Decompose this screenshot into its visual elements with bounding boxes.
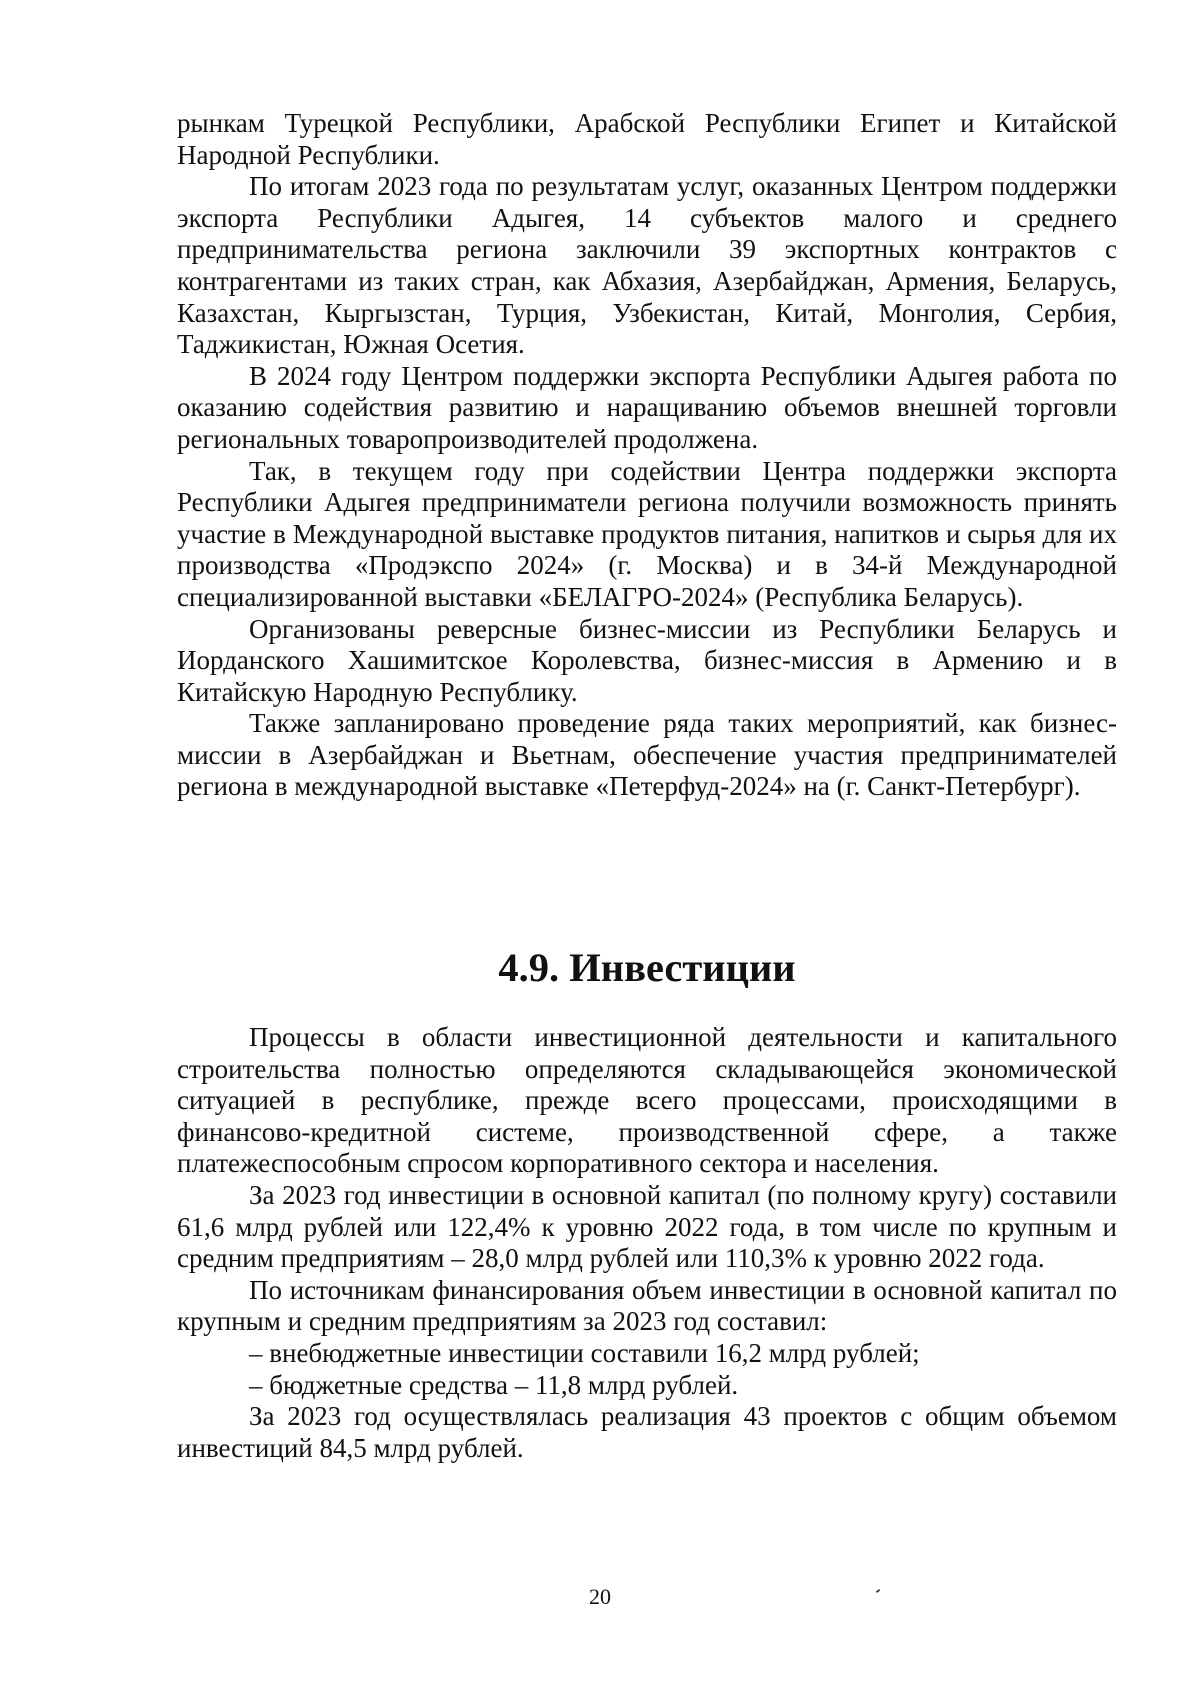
paragraph: Процессы в области инвестиционной деятельности и капитального строительства полностью определяются складывающейся экономической ситуацией в республике, прежде всего процессами, происходящими в финансово-кредитной системе, производственной сфере, а также платежеспособным спросом корпоративного сектора и населения. <box>177 1022 1117 1179</box>
paragraph: По источникам финансирования объем инвестиции в основной капитал по крупным и средним предприятиям за 2023 год составил: <box>177 1274 1117 1337</box>
paragraph: рынкам Турецкой Республики, Арабской Республики Египет и Китайской Народной Республики. <box>177 108 1117 170</box>
section-heading: 4.9. Инвестиции <box>498 945 796 990</box>
section-investments-text <box>177 1022 1117 1464</box>
paragraph: В 2024 году Центром поддержки экспорта Республики Адыгея работа по оказанию содействия развитию и наращиванию объемов внешней торговли региональных товаропроизводителей продолжена. <box>177 360 1117 454</box>
list-item: – бюджетные средства – 11,8 млрд рублей. <box>249 1369 739 1400</box>
paragraph: Так, в текущем году при содействии Центра поддержки экспорта Республики Адыгея предприниматели региона получили возможность принять участие в Международной выставке продуктов питания, напитков и сырья для их производства «Продэкспо 2024» (г. Москва) и в 34-й Международной специализированной выставки «БЕЛАГРО-2024» (Республика Беларусь). <box>177 455 1117 612</box>
list-item: – внебюджетные инвестиции составили 16,2 млрд рублей; <box>249 1337 920 1368</box>
page-number: 20 <box>589 1584 611 1609</box>
paragraph: За 2023 год инвестиции в основной капитал (по полному кругу) составили 61,6 млрд рублей или 122,4% к уровню 2022 года, в том числе по крупным и средним предприятиям – 28,0 млрд рублей или 110,3% к уровню 2022 года. <box>177 1179 1117 1274</box>
paragraph: Организованы реверсные бизнес-миссии из Республики Беларусь и Иорданского Хашимитское Королевства, бизнес-миссия в Армению и в Китайскую Народную Республику. <box>177 613 1117 707</box>
paragraph: За 2023 год осуществлялась реализация 43 проектов с общим объемом инвестиций 84,5 млрд рублей. <box>177 1401 1117 1463</box>
paragraph: По итогам 2023 года по результатам услуг, оказанных Центром поддержки экспорта Республики Адыгея, 14 субъектов малого и среднего предпринимательства региона заключили 39 экспортных контрактов с контрагентами из таких стран, как Абхазия, Азербайджан, Армения, Беларусь, Казахстан, Кыргызстан, Турция, Узбекистан, Китай, Монголия, Сербия, Таджикистан, Южная Осетия. <box>177 171 1117 360</box>
paragraph: Также запланировано проведение ряда таких мероприятий, как бизнес-миссии в Азербайджан и Вьетнам, обеспечение участия предпринимателей региона в международной выставке «Петерфуд-2024» на (г. Санкт-Петербург). <box>177 708 1117 802</box>
section-export-text <box>177 108 1117 803</box>
